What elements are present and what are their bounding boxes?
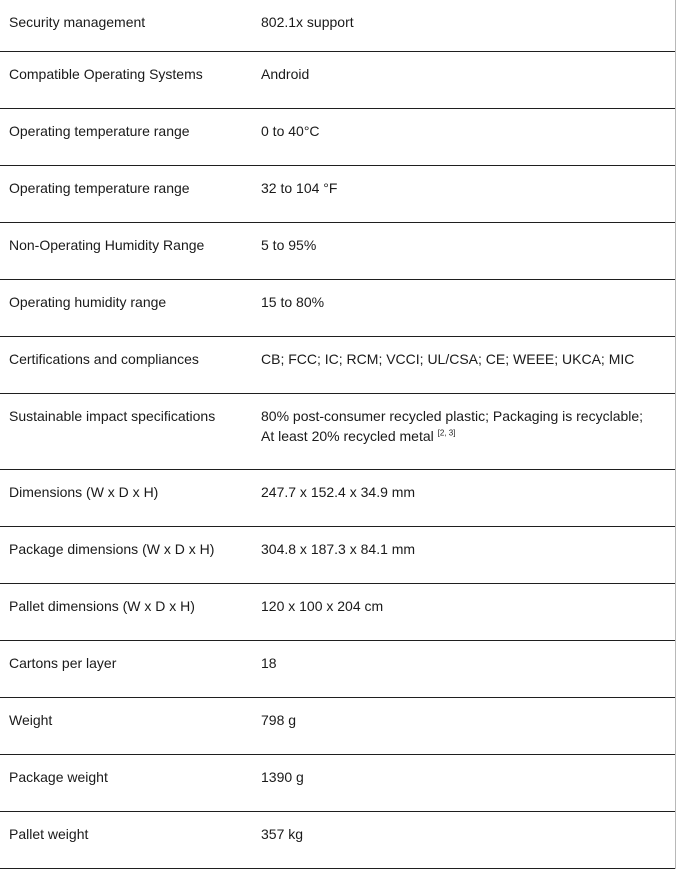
- spec-label: Pallet weight: [9, 826, 89, 842]
- spec-label: Dimensions (W x D x H): [9, 484, 159, 500]
- spec-label: Cartons per layer: [9, 655, 117, 671]
- spec-row: [0, 527, 675, 584]
- spec-label: Operating temperature range: [9, 180, 190, 196]
- spec-row: [0, 470, 675, 527]
- spec-row: [0, 394, 675, 470]
- spec-value: 120 x 100 x 204 cm: [261, 598, 384, 614]
- spec-row: [0, 812, 675, 869]
- spec-label: Pallet dimensions (W x D x H): [9, 598, 195, 614]
- spec-value: 304.8 x 187.3 x 84.1 mm: [261, 541, 416, 557]
- spec-value: Android: [261, 66, 310, 82]
- spec-row: [0, 755, 675, 812]
- spec-value-line: [261, 426, 665, 446]
- spec-label: Certifications and compliances: [9, 351, 199, 367]
- spec-label: Package dimensions (W x D x H): [9, 541, 215, 557]
- spec-value: 18: [261, 655, 277, 671]
- spec-label: Weight: [9, 712, 53, 728]
- spec-label: Non-Operating Humidity Range: [9, 237, 205, 253]
- spec-row: [0, 337, 675, 394]
- spec-value: [261, 394, 675, 446]
- spec-value-line: 80% post-consumer recycled plastic; Packaging is recyclable;: [261, 408, 644, 424]
- spec-value: CB; FCC; IC; RCM; VCCI; UL/CSA; CE; WEEE; UKCA; MIC: [261, 351, 635, 367]
- spec-value: 357 kg: [261, 826, 304, 842]
- spec-label: Operating temperature range: [9, 123, 190, 139]
- spec-row: [0, 0, 675, 52]
- spec-row: [0, 584, 675, 641]
- spec-value: 1390 g: [261, 769, 304, 785]
- spec-label: Package weight: [9, 769, 108, 785]
- spec-row: [0, 109, 675, 166]
- spec-value: 0 to 40°C: [261, 123, 320, 139]
- spec-row: [0, 223, 675, 280]
- spec-label: Sustainable impact specifications: [9, 408, 216, 424]
- spec-row: [0, 166, 675, 223]
- spec-value: 802.1x support: [261, 14, 354, 30]
- spec-row: [0, 698, 675, 755]
- spec-row: [0, 52, 675, 109]
- spec-value-text: At least 20% recycled metal: [261, 428, 434, 444]
- spec-row: [0, 641, 675, 698]
- spec-value: 247.7 x 152.4 x 34.9 mm: [261, 484, 416, 500]
- spec-label: Operating humidity range: [9, 294, 167, 310]
- spec-value: 798 g: [261, 712, 297, 728]
- spec-value: 15 to 80%: [261, 294, 325, 310]
- spec-value: 5 to 95%: [261, 237, 317, 253]
- spec-value: 32 to 104 °F: [261, 180, 338, 196]
- spec-label: Security management: [9, 14, 146, 30]
- spec-row: [0, 280, 675, 337]
- footnote-reference-link[interactable]: [2, 3]: [437, 428, 456, 438]
- spec-label: Compatible Operating Systems: [9, 66, 203, 82]
